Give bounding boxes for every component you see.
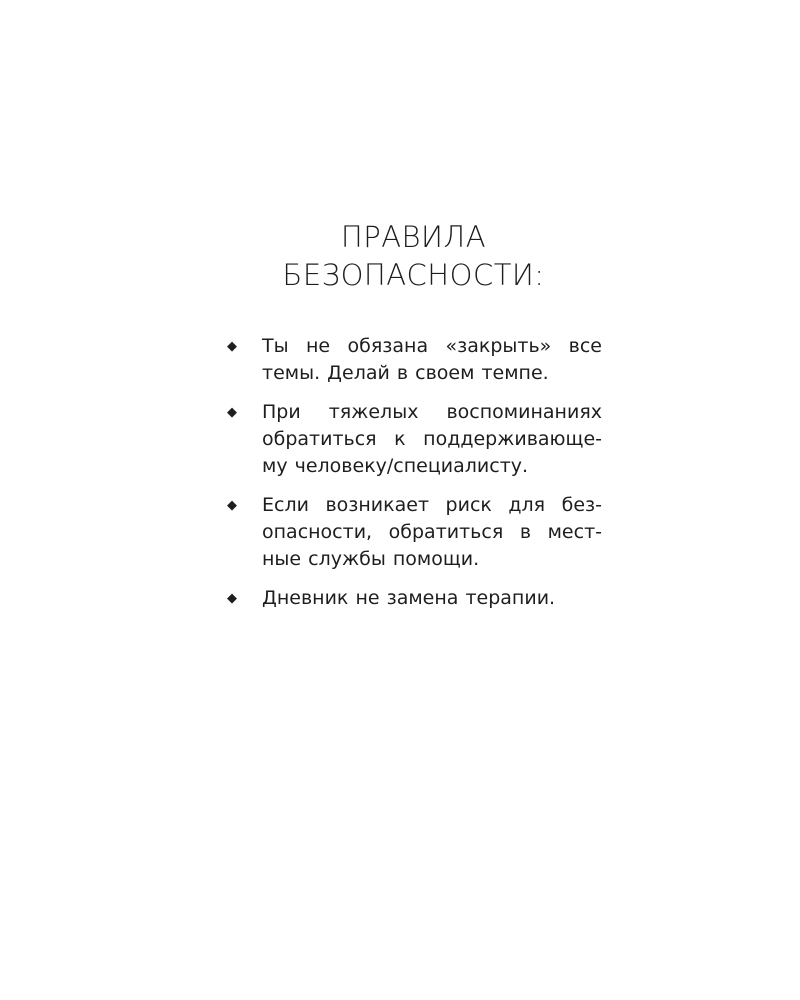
- page-title-line-1: ПРАВИЛА: [340, 220, 487, 254]
- diamond-bullet-icon: ◆: [227, 498, 237, 513]
- rule-text: [262, 333, 602, 387]
- rule-line: Ты не обязана «закрыть» все: [262, 335, 602, 357]
- list-item: [226, 399, 602, 480]
- rule-text: [262, 585, 602, 612]
- page-title: [0, 218, 800, 294]
- rule-text: [262, 399, 602, 480]
- rule-line: При тяжелых воспоминаниях: [262, 401, 602, 423]
- list-item: [226, 492, 602, 573]
- rule-text: [262, 492, 602, 573]
- diamond-bullet-icon: ◆: [227, 591, 237, 606]
- rule-line: Если возникает риск для без-: [262, 494, 602, 516]
- rule-line: му человеку/специалисту.: [262, 455, 529, 477]
- rule-line: темы. Делай в своем темпе.: [262, 362, 549, 384]
- rule-line: Дневник не замена терапии.: [262, 587, 556, 609]
- rule-line: опасности, обратиться в мест-: [262, 521, 602, 543]
- list-item: [226, 333, 602, 387]
- rule-line: ные службы помощи.: [262, 548, 480, 570]
- safety-rules-list: [226, 333, 602, 624]
- page-title-line-2: БЕЗОПАСНОСТИ:: [282, 258, 545, 292]
- list-item: [226, 585, 602, 612]
- diamond-bullet-icon: ◆: [227, 405, 237, 420]
- diamond-bullet-icon: ◆: [227, 339, 237, 354]
- rule-line: обратиться к поддерживающе-: [262, 428, 602, 450]
